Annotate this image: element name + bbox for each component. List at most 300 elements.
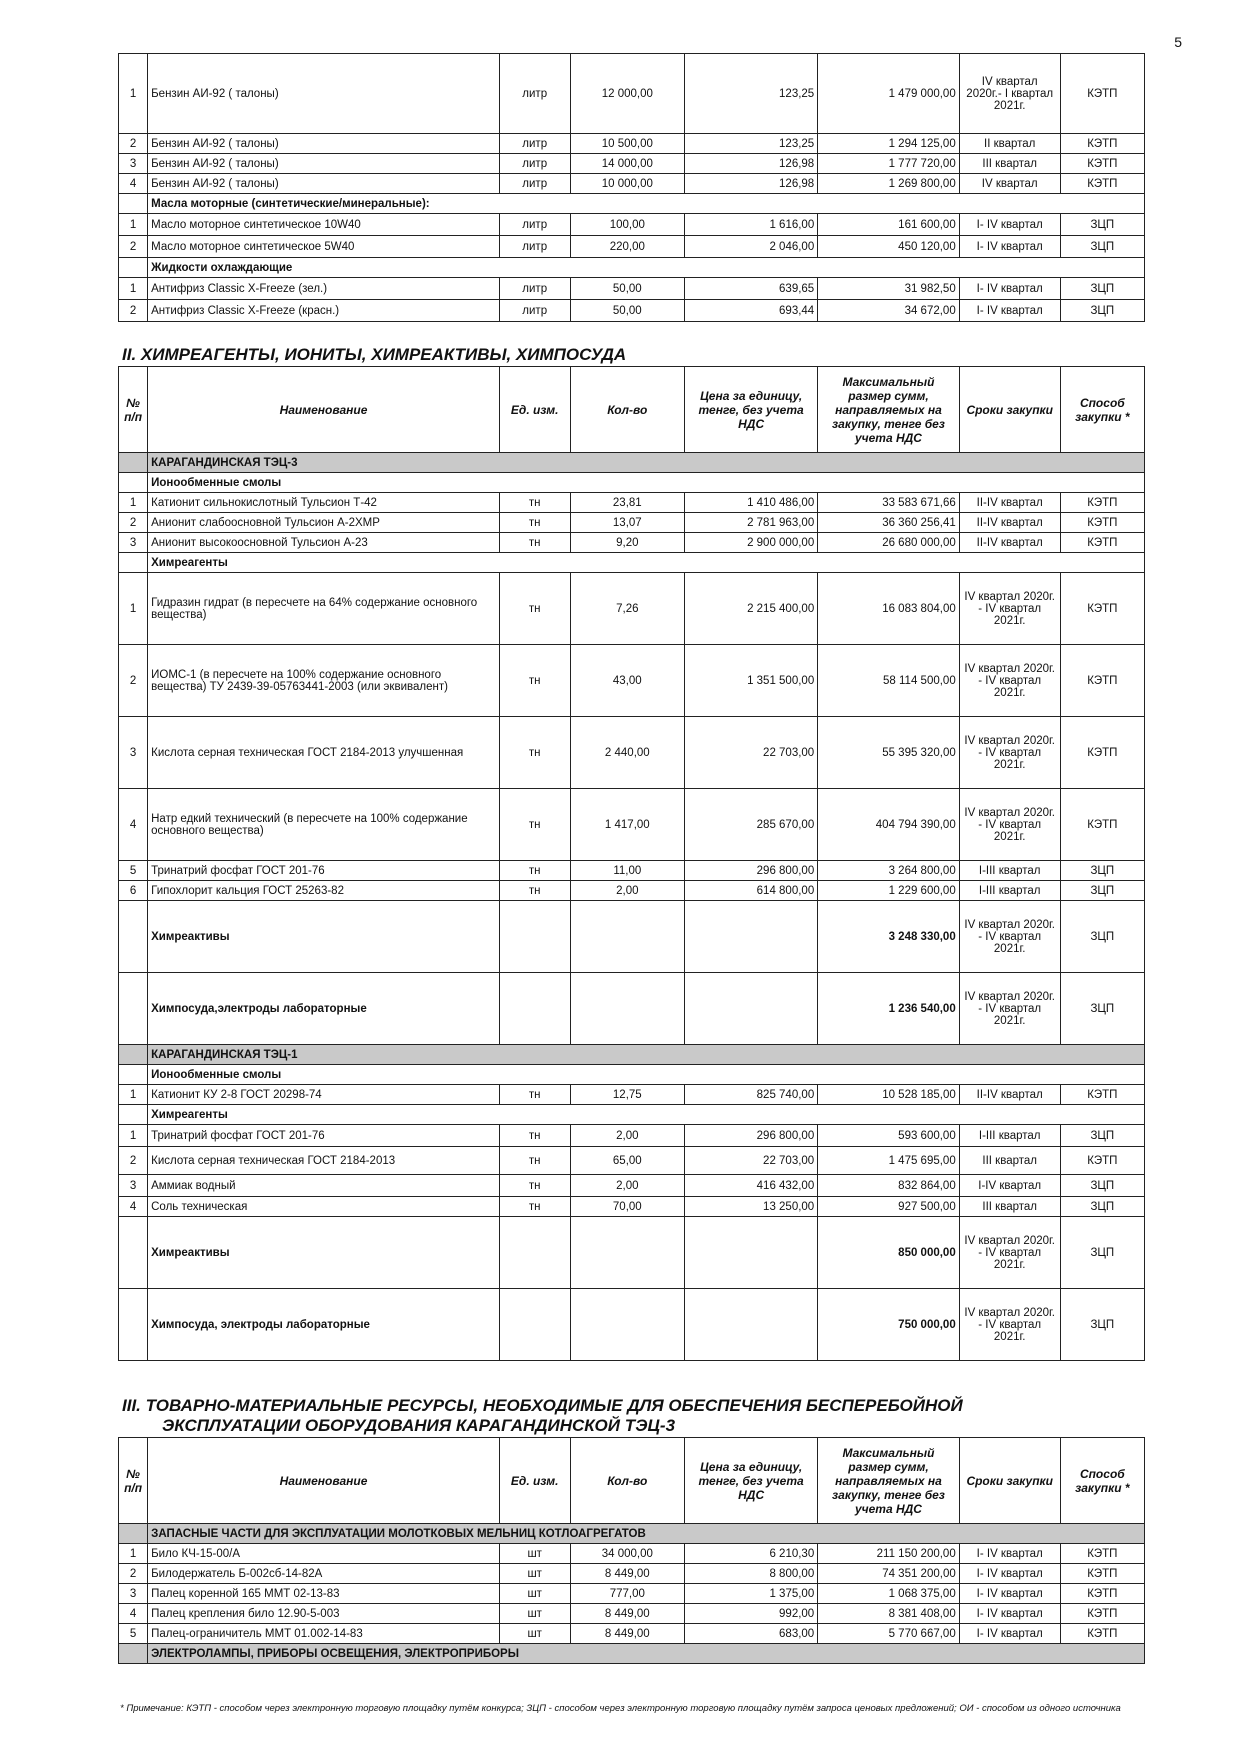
num-cell: 2 bbox=[119, 300, 148, 322]
table-row bbox=[119, 174, 1145, 194]
unit-cell: тн bbox=[499, 1175, 570, 1197]
total-cell: 1 475 695,00 bbox=[818, 1147, 960, 1175]
qty-cell: 2,00 bbox=[570, 1125, 684, 1147]
group-band-row bbox=[119, 1644, 1145, 1664]
method-cell: КЭТП bbox=[1060, 493, 1144, 513]
item-name: Бензин АИ-92 ( талоны) bbox=[148, 174, 500, 194]
unit-cell: литр bbox=[499, 236, 570, 258]
item-name: Гипохлорит кальция ГОСТ 25263-82 bbox=[148, 881, 500, 901]
total-cell: 1 479 000,00 bbox=[818, 54, 960, 134]
num-cell: 1 bbox=[119, 493, 148, 513]
price-cell: 296 800,00 bbox=[685, 1125, 818, 1147]
total-cell: 1 269 800,00 bbox=[818, 174, 960, 194]
table-row bbox=[119, 278, 1145, 300]
price-cell: 123,25 bbox=[685, 54, 818, 134]
method-cell: КЭТП bbox=[1060, 1624, 1144, 1644]
item-name: Соль техническая bbox=[148, 1197, 500, 1217]
method-cell: ЗЦП bbox=[1060, 1125, 1144, 1147]
item-name: Катионит КУ 2-8 ГОСТ 20298-74 bbox=[148, 1085, 500, 1105]
item-name: Антифриз Classic X-Freeze (зел.) bbox=[148, 278, 500, 300]
period-cell: I- IV квартал bbox=[959, 278, 1060, 300]
subgroup-spacer bbox=[119, 1105, 148, 1125]
group-band-label: ЗАПАСНЫЕ ЧАСТИ ДЛЯ ЭКСПЛУАТАЦИИ МОЛОТКОВЫХ МЕЛЬНИЦ КОТЛОАГРЕГАТОВ bbox=[148, 1524, 1145, 1544]
method-cell: КЭТП bbox=[1060, 533, 1144, 553]
item-name: Анионит слабоосновной Тульсион А-2ХМР bbox=[148, 513, 500, 533]
num-cell: 1 bbox=[119, 1125, 148, 1147]
table-row bbox=[119, 513, 1145, 533]
price-cell bbox=[685, 973, 818, 1045]
item-name: Катионит сильнокислотный Тульсион Т-42 bbox=[148, 493, 500, 513]
unit-cell: литр bbox=[499, 174, 570, 194]
unit-cell: тн bbox=[499, 861, 570, 881]
price-cell: 22 703,00 bbox=[685, 717, 818, 789]
qty-cell: 70,00 bbox=[570, 1197, 684, 1217]
unit-cell: литр bbox=[499, 278, 570, 300]
band-spacer bbox=[119, 453, 148, 473]
period-cell: III квартал bbox=[959, 1197, 1060, 1217]
table-row bbox=[119, 645, 1145, 717]
method-cell: КЭТП bbox=[1060, 1085, 1144, 1105]
method-cell: ЗЦП bbox=[1060, 881, 1144, 901]
price-cell: 126,98 bbox=[685, 174, 818, 194]
price-cell: 1 351 500,00 bbox=[685, 645, 818, 717]
item-name: Масло моторное синтетическое 5W40 bbox=[148, 236, 500, 258]
group-band-row bbox=[119, 453, 1145, 473]
qty-cell: 12 000,00 bbox=[570, 54, 684, 134]
total-cell: 832 864,00 bbox=[818, 1175, 960, 1197]
header-unit: Ед. изм. bbox=[499, 1438, 570, 1524]
num-cell: 6 bbox=[119, 881, 148, 901]
num-cell: 1 bbox=[119, 573, 148, 645]
period-cell: I- IV квартал bbox=[959, 300, 1060, 322]
unit-cell: тн bbox=[499, 1085, 570, 1105]
period-cell: I- IV квартал bbox=[959, 1564, 1060, 1584]
materials-table bbox=[118, 1437, 1145, 1664]
price-cell: 693,44 bbox=[685, 300, 818, 322]
subgroup-row bbox=[119, 1065, 1145, 1085]
num-cell: 2 bbox=[119, 1564, 148, 1584]
period-cell: IV квартал 2020г. - IV квартал 2021г. bbox=[959, 573, 1060, 645]
item-name: Палец-ограничитель ММТ 01.002-14-83 bbox=[148, 1624, 500, 1644]
period-cell: I- IV квартал bbox=[959, 214, 1060, 236]
period-cell: I-IV квартал bbox=[959, 1175, 1060, 1197]
method-cell: ЗЦП bbox=[1060, 1217, 1144, 1289]
lump-sum-row bbox=[119, 1289, 1145, 1361]
unit-cell: тн bbox=[499, 645, 570, 717]
period-cell: III квартал bbox=[959, 1147, 1060, 1175]
qty-cell: 7,26 bbox=[570, 573, 684, 645]
unit-cell: шт bbox=[499, 1544, 570, 1564]
price-cell: 2 900 000,00 bbox=[685, 533, 818, 553]
subgroup-row bbox=[119, 473, 1145, 493]
table-row bbox=[119, 1624, 1145, 1644]
total-cell: 3 248 330,00 bbox=[818, 901, 960, 973]
table-row bbox=[119, 717, 1145, 789]
method-cell: КЭТП bbox=[1060, 1147, 1144, 1175]
band-spacer bbox=[119, 1045, 148, 1065]
num-cell: 3 bbox=[119, 533, 148, 553]
period-cell: IV квартал bbox=[959, 174, 1060, 194]
qty-cell bbox=[570, 1217, 684, 1289]
band-spacer bbox=[119, 1644, 148, 1664]
unit-cell: литр bbox=[499, 54, 570, 134]
table-row bbox=[119, 154, 1145, 174]
period-cell: II-IV квартал bbox=[959, 513, 1060, 533]
period-cell: I- IV квартал bbox=[959, 1604, 1060, 1624]
price-cell: 416 432,00 bbox=[685, 1175, 818, 1197]
period-cell: I- IV квартал bbox=[959, 236, 1060, 258]
num-cell: 3 bbox=[119, 154, 148, 174]
table-row bbox=[119, 300, 1145, 322]
method-cell: ЗЦП bbox=[1060, 1175, 1144, 1197]
qty-cell: 14 000,00 bbox=[570, 154, 684, 174]
qty-cell bbox=[570, 1289, 684, 1361]
header-qty: Кол-во bbox=[570, 1438, 684, 1524]
method-cell: ЗЦП bbox=[1060, 300, 1144, 322]
qty-cell: 8 449,00 bbox=[570, 1604, 684, 1624]
table-row bbox=[119, 214, 1145, 236]
group-band-row bbox=[119, 1045, 1145, 1065]
header-method: Способ закупки * bbox=[1060, 1438, 1144, 1524]
price-cell bbox=[685, 1289, 818, 1361]
method-cell: КЭТП bbox=[1060, 645, 1144, 717]
period-cell: I-III квартал bbox=[959, 861, 1060, 881]
method-cell: КЭТП bbox=[1060, 154, 1144, 174]
subgroup-spacer bbox=[119, 553, 148, 573]
period-cell: I-III квартал bbox=[959, 881, 1060, 901]
num-cell: 5 bbox=[119, 1624, 148, 1644]
price-cell: 6 210,30 bbox=[685, 1544, 818, 1564]
total-cell: 750 000,00 bbox=[818, 1289, 960, 1361]
period-cell: IV квартал 2020г. - IV квартал 2021г. bbox=[959, 901, 1060, 973]
table-row bbox=[119, 493, 1145, 513]
unit-cell: тн bbox=[499, 573, 570, 645]
price-cell: 992,00 bbox=[685, 1604, 818, 1624]
group-band-row bbox=[119, 1524, 1145, 1544]
total-cell: 1 777 720,00 bbox=[818, 154, 960, 174]
unit-cell: шт bbox=[499, 1564, 570, 1584]
unit-cell: тн bbox=[499, 1147, 570, 1175]
num-cell bbox=[119, 1217, 148, 1289]
price-cell: 8 800,00 bbox=[685, 1564, 818, 1584]
total-cell: 10 528 185,00 bbox=[818, 1085, 960, 1105]
num-cell: 3 bbox=[119, 1175, 148, 1197]
method-cell: ЗЦП bbox=[1060, 278, 1144, 300]
unit-cell: литр bbox=[499, 300, 570, 322]
period-cell: IV квартал 2020г. - IV квартал 2021г. bbox=[959, 1217, 1060, 1289]
lump-sum-row bbox=[119, 1217, 1145, 1289]
total-cell: 1 294 125,00 bbox=[818, 134, 960, 154]
item-name: Химпосуда, электроды лабораторные bbox=[148, 1289, 500, 1361]
subgroup-row bbox=[119, 553, 1145, 573]
unit-cell bbox=[499, 1217, 570, 1289]
table-row bbox=[119, 1564, 1145, 1584]
total-cell: 5 770 667,00 bbox=[818, 1624, 960, 1644]
method-cell: КЭТП bbox=[1060, 134, 1144, 154]
lump-sum-row bbox=[119, 901, 1145, 973]
group-band-label: КАРАГАНДИНСКАЯ ТЭЦ-1 bbox=[148, 1045, 1145, 1065]
num-cell: 1 bbox=[119, 1085, 148, 1105]
table-row bbox=[119, 236, 1145, 258]
item-name: Кислота серная техническая ГОСТ 2184-2013 улучшенная bbox=[148, 717, 500, 789]
period-cell: I- IV квартал bbox=[959, 1584, 1060, 1604]
item-name: ИОМС-1 (в пересчете на 100% содержание основного вещества) ТУ 2439-39-05763441-2003 (или эквивалент) bbox=[148, 645, 500, 717]
period-cell: I- IV квартал bbox=[959, 1544, 1060, 1564]
price-cell: 1 375,00 bbox=[685, 1584, 818, 1604]
period-cell: IV квартал 2020г. - IV квартал 2021г. bbox=[959, 789, 1060, 861]
num-cell: 2 bbox=[119, 236, 148, 258]
total-cell: 3 264 800,00 bbox=[818, 861, 960, 881]
num-cell: 1 bbox=[119, 278, 148, 300]
header-name: Наименование bbox=[148, 1438, 500, 1524]
num-cell: 2 bbox=[119, 1147, 148, 1175]
qty-cell: 2,00 bbox=[570, 1175, 684, 1197]
total-cell: 161 600,00 bbox=[818, 214, 960, 236]
lump-sum-row bbox=[119, 973, 1145, 1045]
method-cell: ЗЦП bbox=[1060, 1289, 1144, 1361]
subgroup-label: Жидкости охлаждающие bbox=[148, 258, 1145, 278]
price-cell bbox=[685, 901, 818, 973]
price-cell: 1 410 486,00 bbox=[685, 493, 818, 513]
num-cell: 3 bbox=[119, 717, 148, 789]
item-name: Бензин АИ-92 ( талоны) bbox=[148, 54, 500, 134]
num-cell: 5 bbox=[119, 861, 148, 881]
item-name: Анионит высокоосновной Тульсион А-23 bbox=[148, 533, 500, 553]
table-row bbox=[119, 1604, 1145, 1624]
unit-cell: литр bbox=[499, 154, 570, 174]
method-cell: КЭТП bbox=[1060, 174, 1144, 194]
period-cell: II-IV квартал bbox=[959, 493, 1060, 513]
page-number: 5 bbox=[1174, 34, 1182, 50]
num-cell bbox=[119, 1289, 148, 1361]
period-cell: II квартал bbox=[959, 134, 1060, 154]
total-cell: 74 351 200,00 bbox=[818, 1564, 960, 1584]
num-cell: 4 bbox=[119, 789, 148, 861]
fuel-table bbox=[118, 53, 1145, 322]
item-name: Палец крепления било 12.90-5-003 bbox=[148, 1604, 500, 1624]
unit-cell: тн bbox=[499, 533, 570, 553]
method-cell: КЭТП bbox=[1060, 1564, 1144, 1584]
num-cell bbox=[119, 901, 148, 973]
price-cell: 285 670,00 bbox=[685, 789, 818, 861]
method-cell: ЗЦП bbox=[1060, 236, 1144, 258]
method-cell: КЭТП bbox=[1060, 789, 1144, 861]
qty-cell: 12,75 bbox=[570, 1085, 684, 1105]
table-row bbox=[119, 1544, 1145, 1564]
subgroup-row bbox=[119, 1105, 1145, 1125]
qty-cell: 1 417,00 bbox=[570, 789, 684, 861]
num-cell: 1 bbox=[119, 214, 148, 236]
qty-cell: 43,00 bbox=[570, 645, 684, 717]
table-row bbox=[119, 861, 1145, 881]
qty-cell: 13,07 bbox=[570, 513, 684, 533]
price-cell: 13 250,00 bbox=[685, 1197, 818, 1217]
total-cell: 55 395 320,00 bbox=[818, 717, 960, 789]
unit-cell bbox=[499, 1289, 570, 1361]
price-cell: 1 616,00 bbox=[685, 214, 818, 236]
item-name: Антифриз Classic X-Freeze (красн.) bbox=[148, 300, 500, 322]
unit-cell: тн bbox=[499, 1125, 570, 1147]
total-cell: 1 236 540,00 bbox=[818, 973, 960, 1045]
table-row bbox=[119, 1147, 1145, 1175]
num-cell: 2 bbox=[119, 645, 148, 717]
subgroup-label: Масла моторные (синтетические/минеральные): bbox=[148, 194, 1145, 214]
qty-cell: 10 500,00 bbox=[570, 134, 684, 154]
unit-cell: тн bbox=[499, 789, 570, 861]
unit-cell: литр bbox=[499, 134, 570, 154]
subgroup-spacer bbox=[119, 194, 148, 214]
table-row bbox=[119, 1125, 1145, 1147]
period-cell: IV квартал 2020г. - IV квартал 2021г. bbox=[959, 973, 1060, 1045]
qty-cell: 50,00 bbox=[570, 300, 684, 322]
total-cell: 34 672,00 bbox=[818, 300, 960, 322]
header-method: Способ закупки * bbox=[1060, 367, 1144, 453]
total-cell: 927 500,00 bbox=[818, 1197, 960, 1217]
item-name: Кислота серная техническая ГОСТ 2184-2013 bbox=[148, 1147, 500, 1175]
price-cell: 123,25 bbox=[685, 134, 818, 154]
total-cell: 211 150 200,00 bbox=[818, 1544, 960, 1564]
unit-cell: литр bbox=[499, 214, 570, 236]
method-cell: КЭТП bbox=[1060, 1604, 1144, 1624]
qty-cell: 9,20 bbox=[570, 533, 684, 553]
method-cell: ЗЦП bbox=[1060, 1197, 1144, 1217]
item-name: Било КЧ-15-00/А bbox=[148, 1544, 500, 1564]
table-row bbox=[119, 1175, 1145, 1197]
price-cell: 683,00 bbox=[685, 1624, 818, 1644]
unit-cell: тн bbox=[499, 881, 570, 901]
qty-cell: 34 000,00 bbox=[570, 1544, 684, 1564]
total-cell: 33 583 671,66 bbox=[818, 493, 960, 513]
price-cell bbox=[685, 1217, 818, 1289]
item-name: Палец коренной 165 ММТ 02-13-83 bbox=[148, 1584, 500, 1604]
method-cell: КЭТП bbox=[1060, 717, 1144, 789]
item-name: Бензин АИ-92 ( талоны) bbox=[148, 134, 500, 154]
num-cell: 4 bbox=[119, 1197, 148, 1217]
table-row bbox=[119, 1584, 1145, 1604]
method-cell: КЭТП bbox=[1060, 1544, 1144, 1564]
subgroup-row bbox=[119, 258, 1145, 278]
table-row bbox=[119, 1085, 1145, 1105]
total-cell: 31 982,50 bbox=[818, 278, 960, 300]
header-num: № п/п bbox=[119, 367, 148, 453]
footnote: * Примечание: КЭТП - способом через электронную торговую площадку путём конкурса; ЗЦП - способом через электронную торговую площадку путём запроса ценовых предложений; ОИ - способом из одного источника bbox=[120, 1703, 1121, 1714]
item-name: Натр едкий технический (в пересчете на 100% содержание основного вещества) bbox=[148, 789, 500, 861]
table-row bbox=[119, 573, 1145, 645]
unit-cell: тн bbox=[499, 717, 570, 789]
qty-cell: 8 449,00 bbox=[570, 1624, 684, 1644]
item-name: Масло моторное синтетическое 10W40 bbox=[148, 214, 500, 236]
period-cell: I-III квартал bbox=[959, 1125, 1060, 1147]
group-band-label: КАРАГАНДИНСКАЯ ТЭЦ-3 bbox=[148, 453, 1145, 473]
table-row bbox=[119, 533, 1145, 553]
header-period: Сроки закупки bbox=[959, 1438, 1060, 1524]
band-spacer bbox=[119, 1524, 148, 1544]
total-cell: 36 360 256,41 bbox=[818, 513, 960, 533]
qty-cell: 220,00 bbox=[570, 236, 684, 258]
group-band-label: ЭЛЕКТРОЛАМПЫ, ПРИБОРЫ ОСВЕЩЕНИЯ, ЭЛЕКТРОПРИБОРЫ bbox=[148, 1644, 1145, 1664]
unit-cell: тн bbox=[499, 493, 570, 513]
unit-cell bbox=[499, 973, 570, 1045]
total-cell: 850 000,00 bbox=[818, 1217, 960, 1289]
header-total: Максимальный размер сумм, направляемых на закупку, тенге без учета НДС bbox=[818, 367, 960, 453]
method-cell: ЗЦП bbox=[1060, 214, 1144, 236]
total-cell: 16 083 804,00 bbox=[818, 573, 960, 645]
table-row bbox=[119, 789, 1145, 861]
subgroup-label: Ионообменные смолы bbox=[148, 1065, 1145, 1085]
total-cell: 404 794 390,00 bbox=[818, 789, 960, 861]
header-total: Максимальный размер сумм, направляемых на закупку, тенге без учета НДС bbox=[818, 1438, 960, 1524]
period-cell: IV квартал 2020г.- I квартал 2021г. bbox=[959, 54, 1060, 134]
num-cell: 4 bbox=[119, 1604, 148, 1624]
subgroup-spacer bbox=[119, 1065, 148, 1085]
header-qty: Кол-во bbox=[570, 367, 684, 453]
item-name: Тринатрий фосфат ГОСТ 201-76 bbox=[148, 1125, 500, 1147]
num-cell: 2 bbox=[119, 513, 148, 533]
price-cell: 2 781 963,00 bbox=[685, 513, 818, 533]
chemicals-table bbox=[118, 366, 1145, 1361]
qty-cell: 777,00 bbox=[570, 1584, 684, 1604]
period-cell: III квартал bbox=[959, 154, 1060, 174]
num-cell: 1 bbox=[119, 1544, 148, 1564]
subgroup-label: Химреагенты bbox=[148, 553, 1145, 573]
total-cell: 1 068 375,00 bbox=[818, 1584, 960, 1604]
qty-cell: 2 440,00 bbox=[570, 717, 684, 789]
method-cell: КЭТП bbox=[1060, 513, 1144, 533]
section-3-title-line2: ЭКСПЛУАТАЦИИ ОБОРУДОВАНИЯ КАРАГАНДИНСКОЙ ТЭЦ-3 bbox=[162, 1416, 676, 1435]
total-cell: 26 680 000,00 bbox=[818, 533, 960, 553]
total-cell: 58 114 500,00 bbox=[818, 645, 960, 717]
method-cell: ЗЦП bbox=[1060, 901, 1144, 973]
price-cell: 22 703,00 bbox=[685, 1147, 818, 1175]
header-unit: Ед. изм. bbox=[499, 367, 570, 453]
unit-cell: шт bbox=[499, 1624, 570, 1644]
num-cell bbox=[119, 973, 148, 1045]
period-cell: IV квартал 2020г. - IV квартал 2021г. bbox=[959, 645, 1060, 717]
item-name: Билодержатель Б-002сб-14-82А bbox=[148, 1564, 500, 1584]
period-cell: IV квартал 2020г. - IV квартал 2021г. bbox=[959, 717, 1060, 789]
price-cell: 126,98 bbox=[685, 154, 818, 174]
method-cell: КЭТП bbox=[1060, 54, 1144, 134]
subgroup-row bbox=[119, 194, 1145, 214]
num-cell: 3 bbox=[119, 1584, 148, 1604]
item-name: Гидразин гидрат (в пересчете на 64% содержание основного вещества) bbox=[148, 573, 500, 645]
qty-cell bbox=[570, 901, 684, 973]
header-num: № п/п bbox=[119, 1438, 148, 1524]
total-cell: 450 120,00 bbox=[818, 236, 960, 258]
qty-cell: 23,81 bbox=[570, 493, 684, 513]
method-cell: КЭТП bbox=[1060, 573, 1144, 645]
period-cell: II-IV квартал bbox=[959, 1085, 1060, 1105]
price-cell: 614 800,00 bbox=[685, 881, 818, 901]
num-cell: 4 bbox=[119, 174, 148, 194]
table-row bbox=[119, 881, 1145, 901]
period-cell: II-IV квартал bbox=[959, 533, 1060, 553]
qty-cell bbox=[570, 973, 684, 1045]
item-name: Аммиак водный bbox=[148, 1175, 500, 1197]
total-cell: 1 229 600,00 bbox=[818, 881, 960, 901]
period-cell: IV квартал 2020г. - IV квартал 2021г. bbox=[959, 1289, 1060, 1361]
qty-cell: 100,00 bbox=[570, 214, 684, 236]
unit-cell: шт bbox=[499, 1604, 570, 1624]
unit-cell: тн bbox=[499, 1197, 570, 1217]
unit-cell bbox=[499, 901, 570, 973]
subgroup-spacer bbox=[119, 258, 148, 278]
header-period: Сроки закупки bbox=[959, 367, 1060, 453]
total-cell: 8 381 408,00 bbox=[818, 1604, 960, 1624]
num-cell: 1 bbox=[119, 54, 148, 134]
qty-cell: 50,00 bbox=[570, 278, 684, 300]
price-cell: 2 215 400,00 bbox=[685, 573, 818, 645]
